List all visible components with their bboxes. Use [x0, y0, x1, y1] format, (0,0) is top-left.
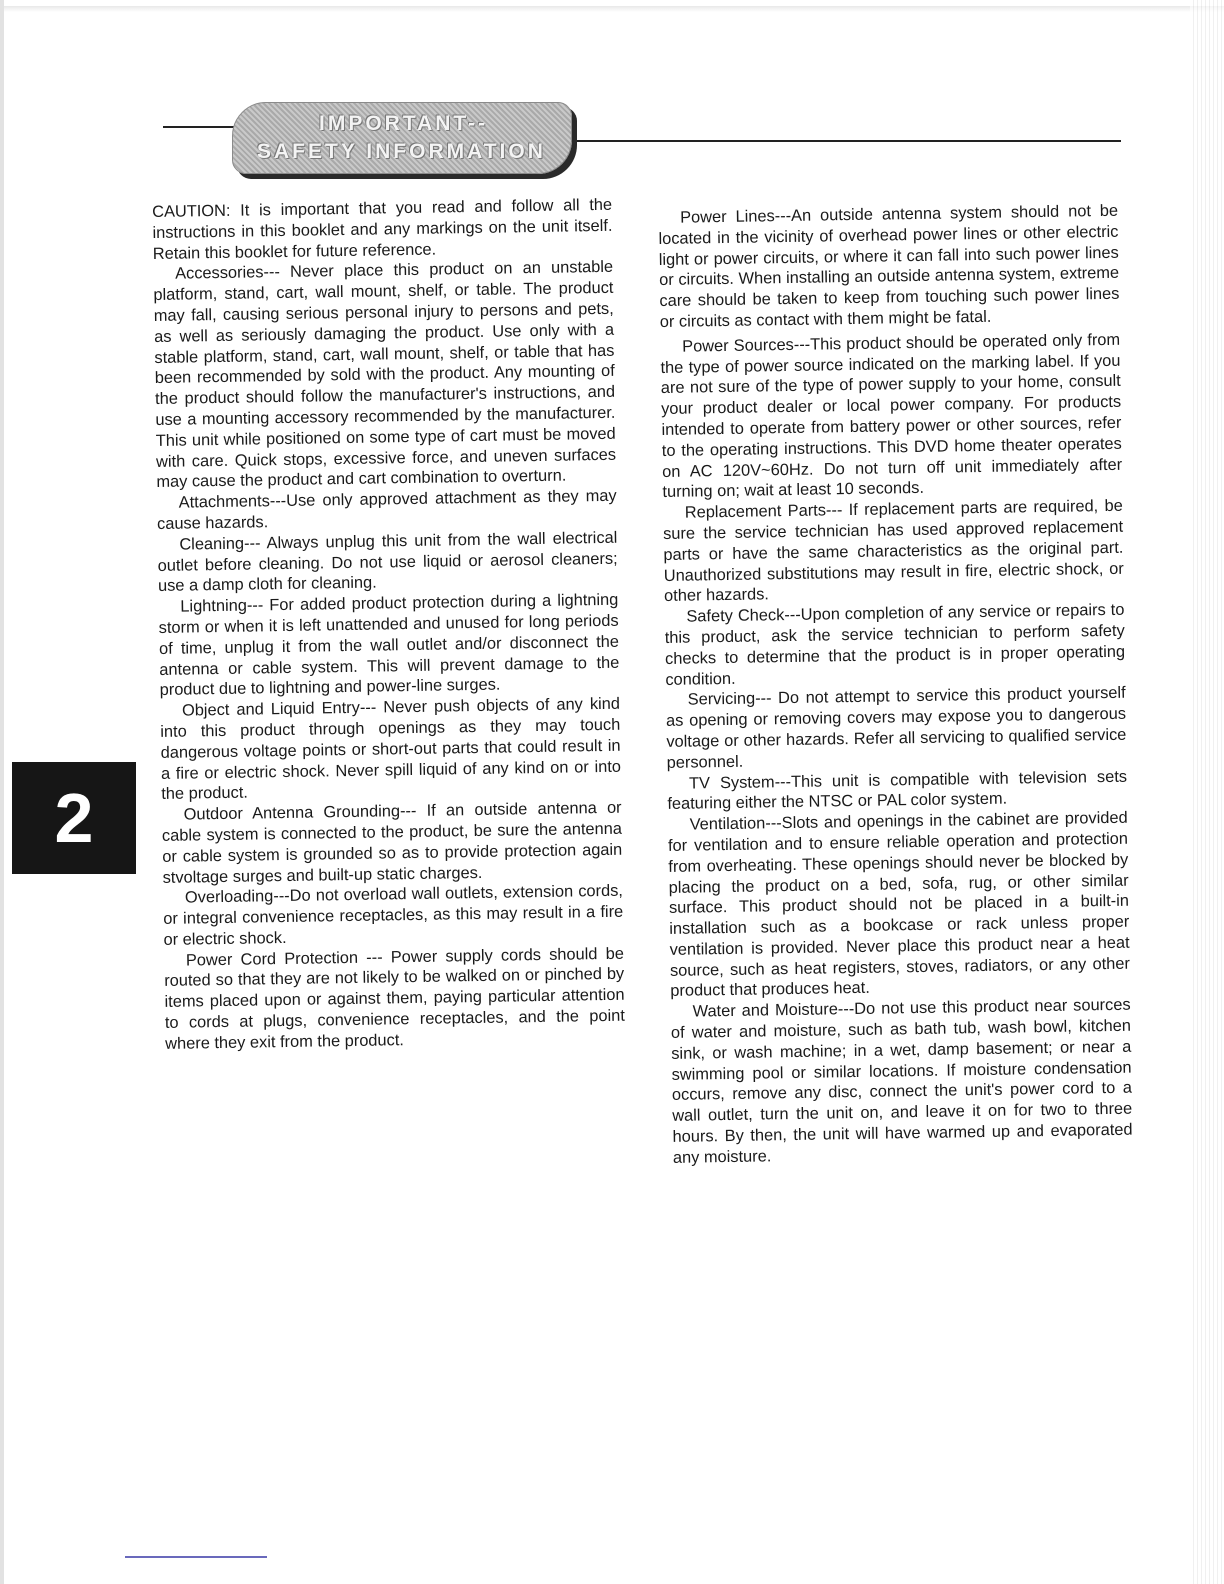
right-column: [658, 201, 1133, 1169]
safety-check-paragraph: Safety Check---Upon completion of any service or repairs to this product, ask the service technician to perform safety checks to determine that the product is in proper operating condition.: [664, 600, 1126, 689]
chapter-tab: [12, 762, 136, 874]
power-sources-paragraph: Power Sources---This product should be operated only from the type of power source indicated on the marking label. If you are not sure of the type of power supply to your home, consult your product dealer or local power company. For products intended to operate from battery power or other sources, refer to the operating instructions. This DVD home theater operates on AC 120V~60Hz. Do not turn off unit immediately after turning on; wait at least 10 seconds.: [660, 330, 1123, 502]
power-lines-paragraph: Power Lines---An outside antenna system should not be located in the vicinity of overhead power lines or other electric light or power circuits, or where it can fall into such power lines or circuits. When installing an outside antenna system, extreme care should be taken to keep from touching such power lines or circuits as contact with them might be fatal.: [658, 201, 1120, 331]
replacement-parts-paragraph: Replacement Parts--- If replacement parts are required, be sure the service technician has used approved replacement parts or have the same characteristics as the original part. Unauthorized substitutions may result in fire, electric shock, or other hazards.: [662, 496, 1124, 606]
caution-paragraph: CAUTION: It is important that you read and follow all the instructions in this booklet and any markings on the unit itself. Retain this booklet for future reference.: [152, 195, 613, 263]
scan-edge-top: [0, 6, 1224, 12]
servicing-paragraph: Servicing--- Do not attempt to service this product yourself as opening or removing covers may expose you to dangerous voltage or other hazards. Refer all servicing to qualified service personnel.: [665, 684, 1127, 772]
section-banner: [232, 102, 572, 174]
accessories-paragraph: Accessories--- Never place this product on an unstable platform, stand, cart, wall mount, shelf, or table. The product may fall, causing serious personal injury to persons and pets, as well as seriously damaging the product. Use only with a stable platform, stand, cart, wall mount, shelf, or table that has been recommended by sold with the product. Any mounting of the product should follow the manufacturer's instructions, and use a mounting accessory recommended by the manufacturer. This unit while positioned on some type of cart must be moved with care. Quick stops, excessive force, and uneven surfaces may cause the product and cart combination to overturn.: [153, 258, 617, 492]
left-column: [152, 195, 625, 1055]
cleaning-paragraph: Cleaning--- Always unplug this unit from the wall electrical outlet before cleaning. Do not use liquid or aerosol cleaners; use a damp cloth for cleaning.: [157, 528, 618, 596]
banner-title-line2: SAFETY INFORMATION: [257, 140, 546, 163]
scan-edge-left: [0, 0, 4, 1584]
overloading-paragraph: Overloading---Do not overload wall outlets, extension cords, or integral convenience receptacles, as this may result in a fire or electric shock.: [163, 881, 624, 949]
banner-title-line1: IMPORTANT--: [319, 112, 489, 135]
attachments-paragraph: Attachments---Use only approved attachment as they may cause hazards.: [156, 486, 617, 533]
water-moisture-paragraph: Water and Moisture---Do not use this product near sources of water and moisture, such as bath tub, wash bowl, kitchen sink, or wash machine; in a wet, damp basement; or near a swimming pool or similar locations. If moisture condensation occurs, remove any disc, connect the unit's power cord to a wall outlet, turn the unit on, and leave it on for two to three hours. By then, the unit will have warmed up and evaporated any moisture.: [670, 995, 1133, 1167]
lightning-paragraph: Lightning--- For added product protection during a lightning storm or when it is left unattended and unused for long periods of time, unplug it from the wall outlet and/or disconnect the antenna or cable system. This will prevent damage to the product due to lightning and power-line surges.: [158, 590, 620, 700]
object-liquid-entry-paragraph: Object and Liquid Entry--- Never push objects of any kind into this product through openings as they may touch dangerous voltage points or short-out parts that could result in a fire or electric shock. Never spill liquid of any kind on or into the product.: [160, 694, 622, 804]
scan-edge-right: [1190, 0, 1224, 1584]
header-rule-right: [565, 140, 1121, 142]
header-rule-left: [163, 126, 243, 128]
chapter-number: 2: [54, 779, 94, 857]
outdoor-antenna-grounding-paragraph: Outdoor Antenna Grounding--- If an outside antenna or cable system is connected to the product, be sure the antenna or cable system is grounded so as to provide protection again stvoltage surges and built-up static charges.: [161, 798, 623, 887]
ventilation-paragraph: Ventilation---Slots and openings in the cabinet are provided for ventilation and to ensure reliable operation and protection from overheating. These openings should never be blocked by placing the product on a bed, sofa, rug, or other similar surface. This product should not be placed in a built-in installation such as a bookcase or rack unless proper ventilation is provided. Never place this product near a heat source, such as heat registers, stoves, radiators, or any other product that produces heat.: [667, 808, 1131, 1001]
tv-system-paragraph: TV System---This unit is compatible with television sets featuring either the NTSC or PAL color system.: [667, 767, 1128, 814]
footer-mark: [125, 1556, 267, 1558]
power-cord-protection-paragraph: Power Cord Protection --- Power supply cords should be routed so that they are not likely to be walked on or pinched by items placed upon or against them, paying particular attention to cords at plugs, convenience receptacles, and the point where they exit from the product.: [164, 944, 625, 1053]
